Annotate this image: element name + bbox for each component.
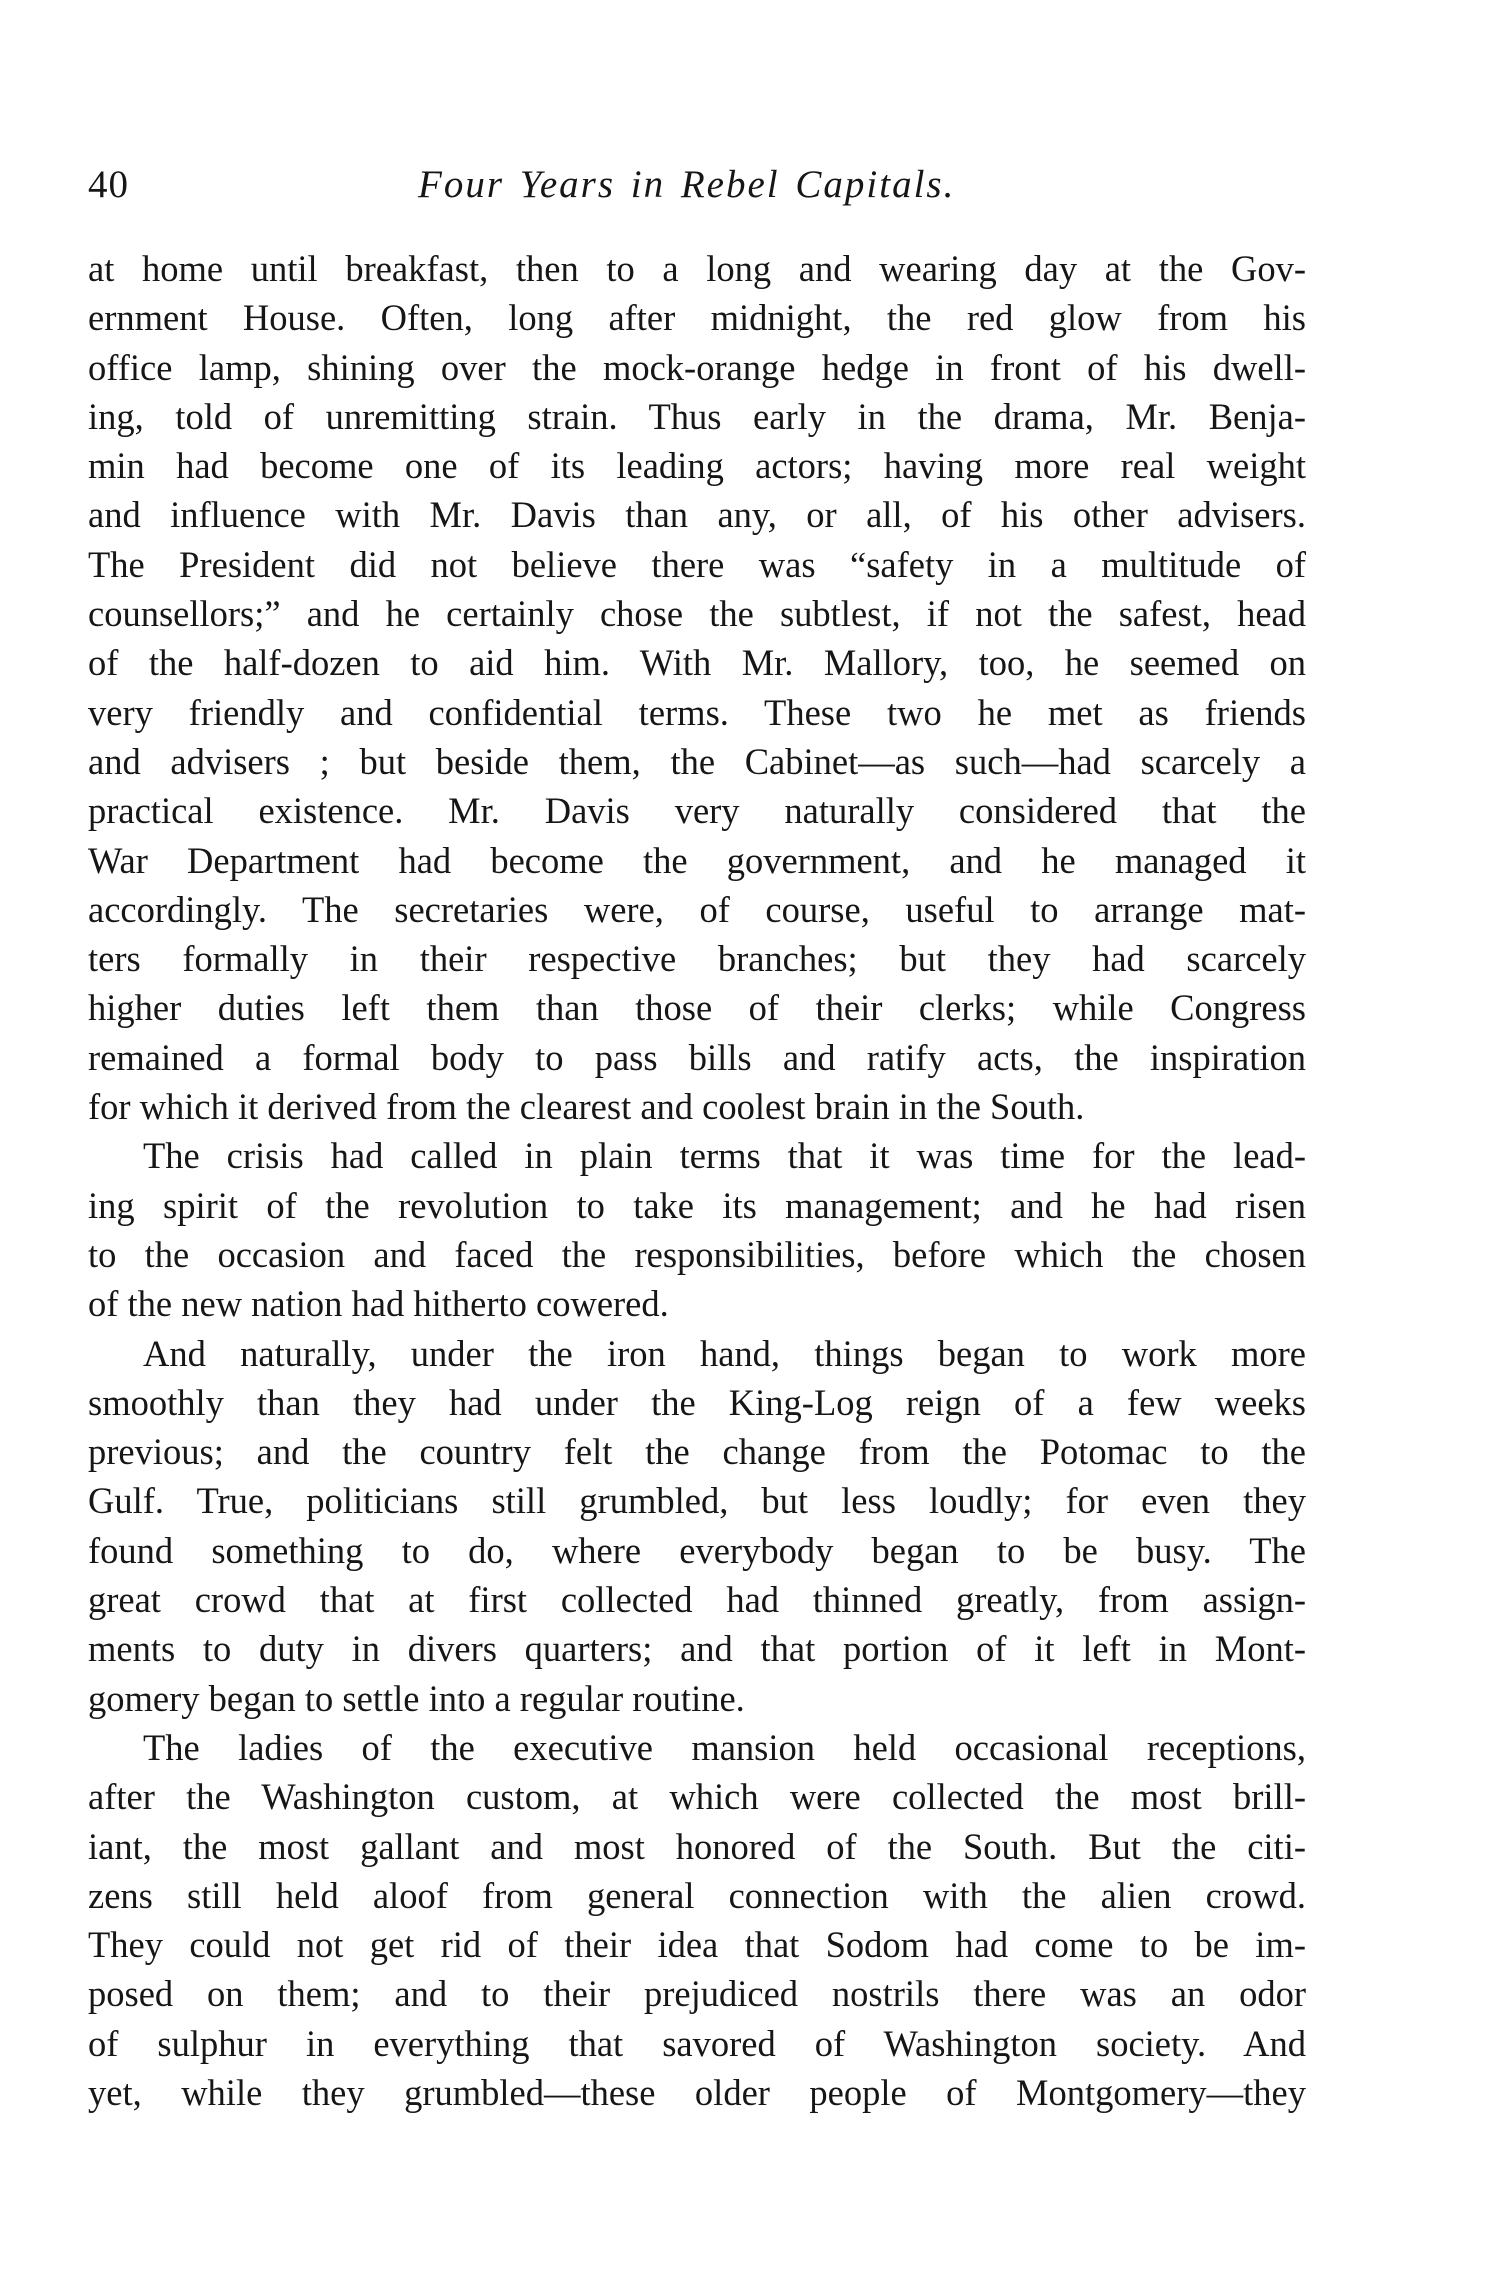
text-line: posed on them; and to their prejudiced nostrils there was an odor [88,1973,1306,2015]
text-line: They could not get rid of their idea that Sodom had come to be im- [88,1924,1306,1966]
text-line: ters formally in their respective branches; but they had scarcely [88,938,1306,980]
text-line: very friendly and confidential terms. These two he met as friends [88,691,1306,733]
page-number: 40 [88,163,129,206]
text-line: The crisis had called in plain terms that it was time for the lead- [143,1135,1306,1177]
text-line: of the half-dozen to aid him. With Mr. Mallory, too, he seemed on [88,642,1306,684]
paragraph [88,1329,1306,1723]
text-line: The President did not believe there was “safety in a multitude of [88,543,1306,585]
text-line: ments to duty in divers quarters; and that portion of it left in Mont- [88,1628,1306,1670]
text-line: zens still held aloof from general connection with the alien crowd. [88,1874,1306,1916]
text-line: to the occasion and faced the responsibilities, before which the chosen [88,1233,1306,1275]
text-line: smoothly than they had under the King-Log reign of a few weeks [88,1381,1306,1423]
text-line: ing, told of unremitting strain. Thus early in the drama, Mr. Benja- [88,395,1306,437]
text-line: at home until breakfast, then to a long and wearing day at the Gov- [88,248,1306,289]
text-line: remained a formal body to pass bills and ratify acts, the inspiration [88,1036,1306,1078]
text-line: for which it derived from the clearest and coolest brain in the South. [88,1086,1085,1128]
paragraph [88,244,1306,1131]
text-line: And naturally, under the iron hand, things began to work more [143,1332,1306,1374]
text-line: previous; and the country felt the change from the Potomac to the [88,1431,1306,1473]
text-line: great crowd that at first collected had thinned greatly, from assign- [88,1579,1306,1621]
text-line: ing spirit of the revolution to take its management; and he had risen [88,1184,1306,1226]
text-line: iant, the most gallant and most honored of the South. But the citi- [88,1825,1306,1867]
text-line: Gulf. True, politicians still grumbled, but less loudly; for even they [88,1480,1306,1522]
paragraph [88,1131,1306,1328]
text-line: higher duties left them than those of their clerks; while Congress [88,987,1306,1029]
text-line: accordingly. The secretaries were, of course, useful to arrange mat- [88,888,1306,930]
text-line: and advisers ; but beside them, the Cabinet—as such—had scarcely a [88,740,1306,782]
text-line: office lamp, shining over the mock-orange hedge in front of his dwell- [88,346,1306,388]
text-line: of sulphur in everything that savored of Washington society. And [88,2022,1306,2064]
text-line: War Department had become the government, and he managed it [88,839,1306,881]
text-line: The ladies of the executive mansion held occasional receptions, [143,1726,1306,1768]
paragraph [88,1723,1306,2117]
text-line: ernment House. Often, long after midnight, the red glow from his [88,297,1306,339]
text-line: gomery began to settle into a regular routine. [88,1677,745,1719]
running-title: Four Years in Rebel Capitals. [418,163,956,206]
text-line: found something to do, where everybody began to be busy. The [88,1529,1306,1571]
text-line: after the Washington custom, at which were collected the most brill- [88,1776,1306,1818]
text-line: practical existence. Mr. Davis very naturally considered that the [88,790,1306,832]
body-text [88,244,1306,2117]
text-line: of the new nation had hitherto cowered. [88,1283,669,1325]
text-line: min had become one of its leading actors; having more real weight [88,445,1306,487]
text-line: counsellors;” and he certainly chose the subtlest, if not the safest, head [88,593,1306,635]
text-line: and influence with Mr. Davis than any, or all, of his other advisers. [88,494,1306,536]
text-line: yet, while they grumbled—these older people of Montgomery—they [88,2071,1306,2113]
running-head [88,160,1306,210]
